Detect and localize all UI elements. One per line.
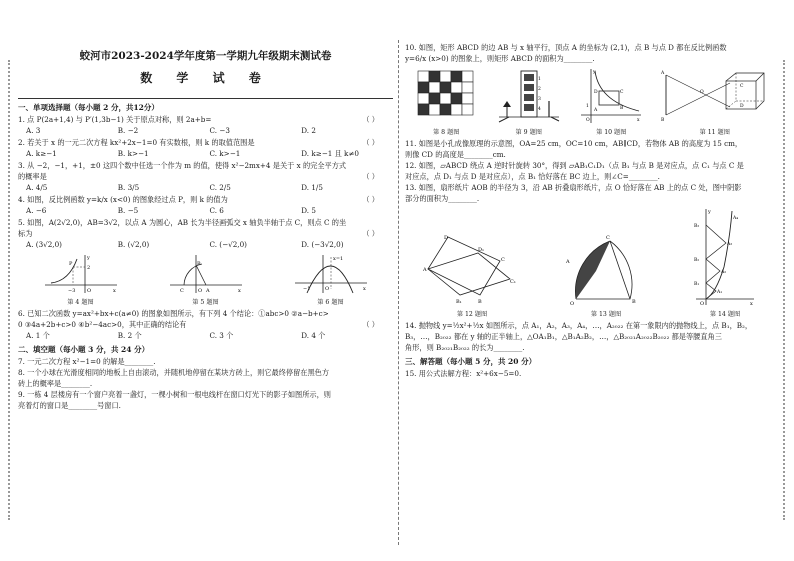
- binding-margin-dots: [8, 60, 10, 520]
- question-15: 15. 用公式法解方程：x²+6x−5=0.: [405, 369, 522, 378]
- floor-tile: [440, 104, 451, 115]
- question-6-cont: （ ） 0 ③4a+2b+c>0 ④b²−4ac>0，其中正确的结论有: [18, 320, 379, 329]
- floor-tile: [440, 93, 451, 104]
- svg-text:x: x: [637, 118, 640, 123]
- figure-8: 第 8 题图: [412, 67, 480, 136]
- question-1-options: A. 3 B. −2 C. −3 D. 2: [26, 126, 316, 135]
- svg-text:2: 2: [86, 265, 90, 271]
- question-5: 5. 如图，A(2√2,0)，AB=3√2，以点 A 为圆心，AB 长为半径画弧交 x 轴负半轴于点 C，则点 C 的坐: [18, 218, 347, 227]
- svg-text:A: A: [423, 267, 427, 273]
- question-8-cont: 砖上的概率是________.: [18, 379, 93, 388]
- figures-4-5-6: [18, 253, 393, 306]
- svg-text:D₁: D₁: [478, 247, 485, 253]
- question-14-cont: B₃，…，B₂₀₂₂ 都在 y 轴的正半轴上，△OA₁B₁，△B₁A₂B₂，…，△B₂₀₂₁A₂₀₂₂B₂₀₂₂ 都是等腰直角三: [405, 332, 722, 341]
- svg-text:x: x: [750, 301, 753, 307]
- svg-text:O: O: [570, 301, 575, 307]
- question-9-cont: 亮着灯的窗口是________号窗口.: [18, 401, 121, 410]
- figure-14: O x y A₁ A₂ A₃ A₄ B₁ B₂ B₃ 第 14 题图: [690, 207, 760, 318]
- svg-text:A₁: A₁: [717, 290, 723, 295]
- figure-14-parabola: [690, 207, 760, 307]
- floor-tile: [462, 93, 473, 104]
- figure-11-pinhole: [660, 67, 770, 125]
- floor-tile: [451, 71, 462, 82]
- floor-tile: [418, 93, 429, 104]
- figure-5: B C A O x 第 5 题图: [166, 253, 246, 306]
- question-5-options: A. (3√2,0) B. (√2,0) C. (−√2,0) D. (−3√2,0): [26, 240, 344, 249]
- svg-text:O: O: [86, 288, 91, 294]
- svg-text:A: A: [566, 259, 570, 265]
- question-6-options: A. 1 个 B. 2 个 C. 3 个 D. 4 个: [26, 331, 326, 340]
- question-4-options: A. −6 B. −5 C. 6 D. 5: [26, 206, 316, 215]
- right-column: [405, 42, 777, 380]
- exam-subtitle: 数 学 试 卷: [140, 71, 271, 85]
- svg-text:3: 3: [537, 97, 541, 102]
- svg-text:C: C: [606, 235, 610, 241]
- floor-tile: [451, 93, 462, 104]
- svg-text:1: 1: [537, 77, 541, 82]
- question-2: （ ） 2. 若关于 x 的一元二次方程 kx²+2x−1=0 有实数根，则 k 的取值范围是: [18, 138, 379, 147]
- svg-text:O: O: [324, 286, 329, 292]
- svg-text:y: y: [86, 255, 90, 261]
- svg-text:−1: −1: [302, 286, 310, 292]
- svg-text:D: D: [739, 104, 744, 109]
- svg-text:4: 4: [537, 107, 541, 112]
- floor-tile: [462, 104, 473, 115]
- svg-text:A: A: [205, 288, 210, 294]
- svg-text:1: 1: [586, 104, 590, 109]
- question-3-options: A. 4/5 B. 3/5 C. 2/5 D. 1/5: [26, 183, 323, 192]
- floor-tile: [462, 82, 473, 93]
- svg-text:B: B: [660, 118, 665, 123]
- question-4: （ ） 4. 如图，反比例函数 y=k/x (x<0) 的图象经过点 P，则 k 的值为: [18, 195, 379, 204]
- floor-tile: [429, 71, 440, 82]
- question-6: 6. 已知二次函数 y=ax²+bx+c(a≠0) 的图象如图所示，有下列 4 个结论：①abc>0 ②a−b+c>: [18, 309, 329, 318]
- svg-text:O: O: [197, 288, 202, 294]
- svg-text:y: y: [593, 70, 596, 75]
- figure-8-grid: [412, 67, 480, 125]
- floor-tile: [440, 82, 451, 93]
- question-7: 7. 一元二次方程 x²−1=0 的解是________.: [18, 357, 156, 366]
- svg-text:A₂: A₂: [721, 270, 727, 275]
- question-3: 3. 从 −2，−1，+1，±0 这四个数中任选一个作为 m 的值，使得 x²−2mx+4 是关于 x 的完全平方式: [18, 161, 347, 170]
- svg-text:B₂: B₂: [694, 258, 700, 263]
- question-13: 13. 如图，扇形纸片 AOB 的半径为 3，沿 AB 折叠扇形纸片，点 O 恰好落在 AB 上的点 C 处，图中阴影: [405, 183, 742, 192]
- figures-8-9-10-11: [405, 67, 777, 136]
- figure-13-sector: [556, 233, 656, 307]
- svg-text:D: D: [444, 235, 449, 241]
- svg-text:C₁: C₁: [510, 279, 516, 285]
- question-5-cont: （ ） 标为: [18, 229, 379, 238]
- svg-text:C: C: [179, 288, 184, 294]
- question-10: 10. 如图，矩形 ABCD 的边 AB 与 x 轴平行，顶点 A 的坐标为 (2,1)，点 B 与点 D 都在反比例函数: [405, 43, 727, 52]
- question-1: （ ） 1. 点 P(2a+1,4) 与 P′(1,3b−1) 关于原点对称，则 2a+b=: [18, 115, 379, 124]
- svg-text:B₁: B₁: [456, 299, 462, 305]
- svg-text:P: P: [68, 261, 72, 267]
- title-rule: [18, 98, 393, 99]
- question-14: 14. 抛物线 y=½x²+½x 如图所示，点 A₁，A₂，A₃，A₄，…，A₂₀₂₂ 在第一象限内的抛物线上，点 B₁，B₂，: [405, 321, 753, 330]
- svg-text:A: A: [594, 108, 598, 113]
- question-2-options: A. k≥−1 B. k>−1 C. k>−1 D. k≥−1 且 k≠0: [26, 149, 360, 158]
- figure-6-graph: [291, 253, 371, 295]
- floor-tile: [451, 104, 462, 115]
- figure-6: x=1 −1 O x 第 6 题图: [291, 253, 371, 306]
- svg-text:2: 2: [537, 87, 541, 92]
- floor-tile: [462, 71, 473, 82]
- left-column: [18, 42, 393, 412]
- section-1-heading: 一、单项选择题（每小题 2 分，共12分）: [18, 103, 159, 112]
- floor-tile: [418, 104, 429, 115]
- binding-margin-dots-right: [783, 60, 785, 520]
- svg-text:B: B: [478, 299, 482, 305]
- figure-13: O C B A 第 13 题图: [556, 233, 656, 318]
- svg-text:C: C: [739, 84, 744, 89]
- floor-tile: [418, 71, 429, 82]
- figure-12-parallelogram: [422, 233, 522, 307]
- floor-tile: [440, 71, 451, 82]
- column-divider: [398, 40, 399, 545]
- figure-4-graph: [41, 253, 121, 295]
- svg-text:C: C: [620, 90, 624, 95]
- svg-text:A: A: [660, 71, 664, 76]
- svg-text:B₃: B₃: [694, 224, 700, 229]
- floor-tile: [429, 82, 440, 93]
- section-2-heading: 二、填空题（每小题 3 分，共 24 分）: [18, 345, 150, 354]
- svg-text:B₁: B₁: [694, 282, 700, 287]
- question-14-cont2: 角形，则 B₂₀₂₁B₂₀₂₂ 的长为________.: [405, 343, 525, 352]
- question-3-cont: （ ） 的概率是: [18, 172, 379, 181]
- figure-4: P −3 2 O x y 第 4 题图: [41, 253, 121, 306]
- floor-tile: [429, 93, 440, 104]
- floor-tile: [451, 82, 462, 93]
- svg-text:A₄: A₄: [733, 216, 739, 221]
- figure-10: A B C D O x y 1 第 10 题图: [577, 67, 645, 136]
- question-13-cont: 部分的面积为________.: [405, 194, 480, 203]
- figure-9-building: [495, 67, 563, 125]
- svg-text:x=1: x=1: [332, 256, 343, 262]
- figure-10-graph: [577, 67, 645, 125]
- svg-text:O: O: [700, 301, 705, 307]
- svg-text:B: B: [196, 261, 201, 267]
- svg-text:x: x: [112, 288, 116, 294]
- figure-9: 1 2 3 4 第 9 题图: [495, 67, 563, 136]
- question-8: 8. 一个小球在光滑度相同的地板上自由滚动，并随机地停留在某块方砖上，则它最终停留在黑色方: [18, 368, 330, 377]
- section-3-heading: 三、解答题（每小题 5 分，共 20 分）: [405, 357, 537, 366]
- question-10-cont: y=6/x (x>0) 的图象上，则矩形 ABCD 的面积为________.: [405, 54, 595, 63]
- question-9: 9. 一栋 4 层楼房有一个窗户亮着一盏灯，一棵小树和一根电线杆在窗口灯光下的影子如图所示，则: [18, 390, 331, 399]
- svg-text:D: D: [594, 90, 598, 95]
- svg-text:O: O: [699, 90, 704, 95]
- floor-tile: [429, 104, 440, 115]
- svg-text:y: y: [708, 209, 711, 215]
- question-12: 12. 如图，▱ABCD 绕点 A 逆时针旋转 30°，得到 ▱AB₁C₁D₁（点 B₁ 与点 B 是对应点，点 C₁ 与点 C 是: [405, 161, 744, 170]
- svg-text:x: x: [362, 286, 366, 292]
- figure-5-graph: [166, 253, 246, 295]
- svg-text:O: O: [586, 118, 590, 123]
- figure-11: A B O C D 第 11 题图: [660, 67, 770, 136]
- question-12-cont: 对应点，点 D₁ 与点 D 是对应点），点 B₁ 恰好落在 BC 边上，则∠C=________.: [405, 172, 660, 181]
- tile-grid: [418, 71, 473, 115]
- question-11-cont: 则像 CD 的高度是________cm.: [405, 150, 506, 159]
- svg-text:C: C: [501, 257, 505, 263]
- svg-text:−3: −3: [67, 288, 75, 294]
- svg-text:B: B: [632, 299, 636, 305]
- floor-tile: [418, 82, 429, 93]
- svg-text:B: B: [620, 106, 624, 111]
- question-11: 11. 如图是小孔成像原理的示意图，OA=25 cm，OC=10 cm，AB∥CD，若物体 AB 的高度为 15 cm，: [405, 139, 743, 148]
- figure-12: A D C B B₁ C₁ D₁ 第 12 题图: [422, 233, 522, 318]
- svg-text:A₃: A₃: [727, 242, 733, 247]
- svg-text:x: x: [237, 288, 241, 294]
- exam-title: 蛟河市2023-2024学年度第一学期九年级期末测试卷: [79, 50, 332, 62]
- figures-12-13-14: [405, 207, 777, 318]
